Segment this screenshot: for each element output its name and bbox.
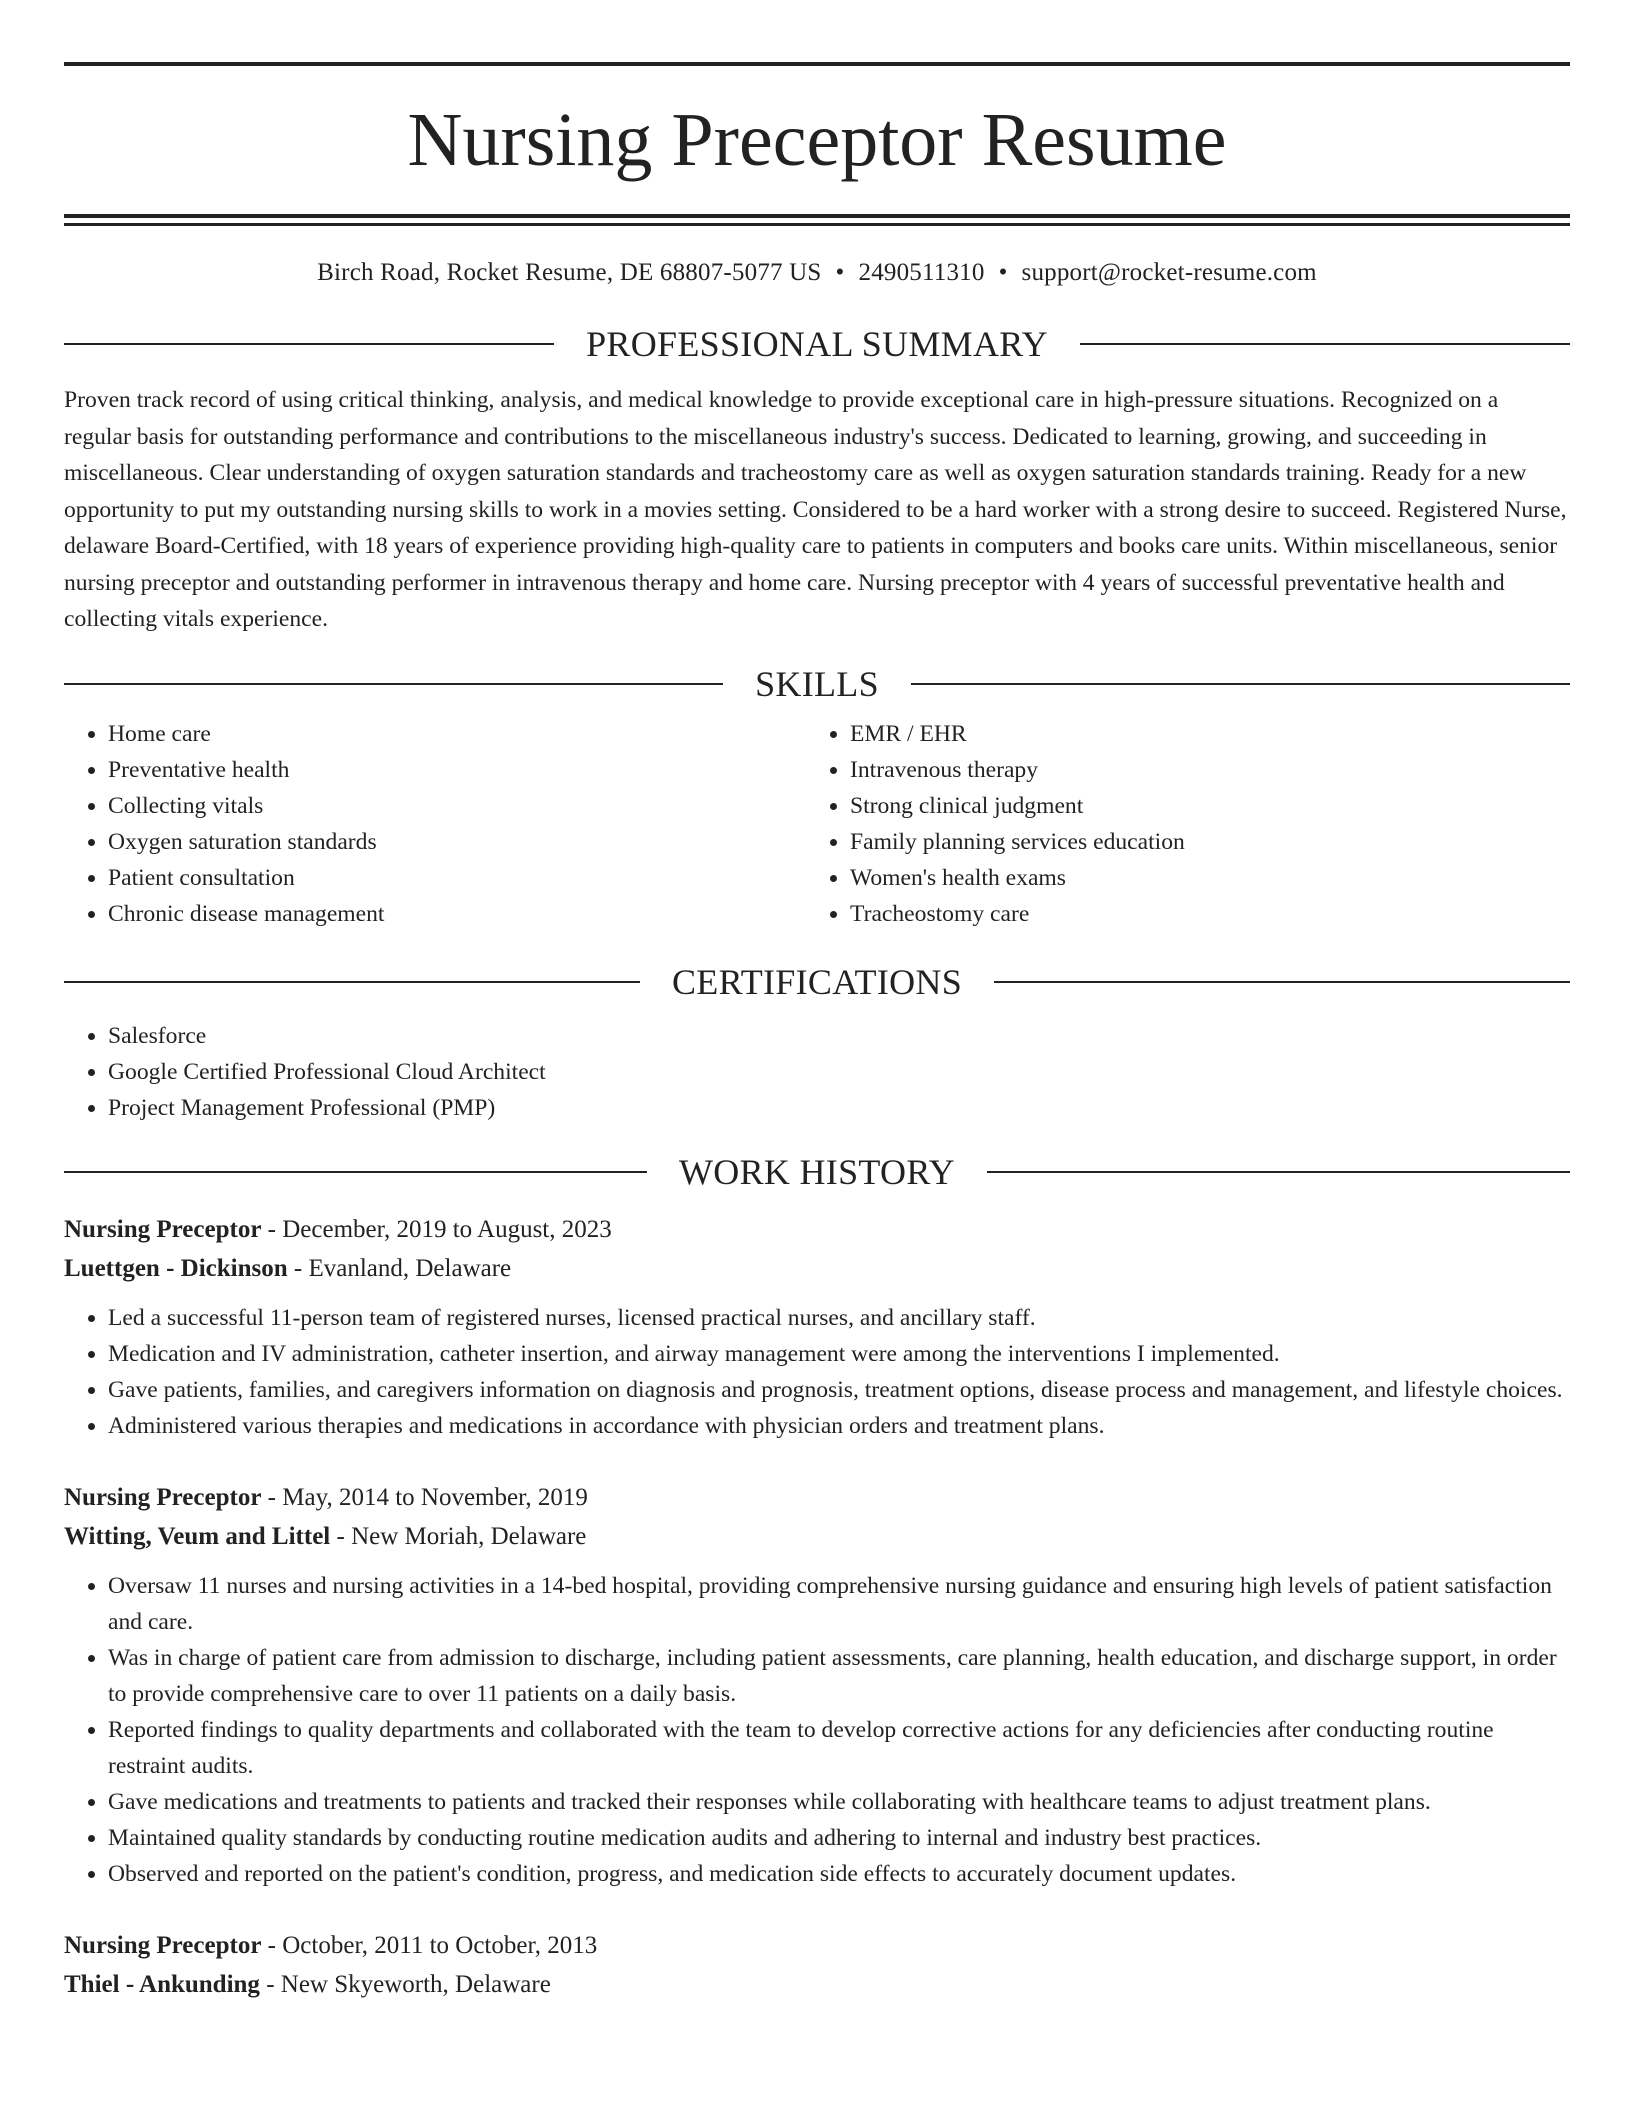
job-location: - New Moriah, Delaware	[330, 1522, 587, 1550]
contact-separator: •	[835, 259, 845, 286]
contact-address: Birch Road, Rocket Resume, DE 68807-5077 US	[317, 259, 822, 286]
skill-item: • Tracheostomy care	[850, 896, 1548, 932]
certifications-heading-label: CERTIFICATIONS	[671, 961, 963, 1002]
certifications-heading	[64, 958, 1570, 1006]
resume-page	[64, 0, 1570, 2004]
skill-item: • Strong clinical judgment	[850, 788, 1548, 824]
job-location: - Evanland, Delaware	[287, 1254, 512, 1282]
skill-item: • Preventative health	[108, 752, 806, 788]
job-title: Nursing Preceptor	[64, 1483, 262, 1511]
job-bullet: • Led a successful 11-person team of registered nurses, licensed practical nurses, and ancillary staff.	[108, 1300, 1570, 1336]
job-employer-line	[64, 1965, 1570, 2004]
top-rule	[64, 62, 1570, 66]
job-entry	[64, 1210, 1570, 1444]
certification-item: • Project Management Professional (PMP)	[108, 1090, 1570, 1126]
skill-item: • Patient consultation	[108, 860, 806, 896]
summary-text: Proven track record of using critical thinking, analysis, and medical knowledge to provide exceptional care in high-pressure situations. Recognized on a regular basis for outstanding performance and contributions to the miscellaneous industry's success. Dedicated to learning, growing, and succeeding in miscellaneous. Clear understanding of oxygen saturation standards and tracheostomy care as well as oxygen saturation standards training. Ready for a new opportunity to put my outstanding nursing skills to work in a movies setting. Considered to be a hard worker with a strong desire to succeed. Registered Nurse, delaware Board-Certified, with 18 years of experience providing high-quality care to patients in computers and books care units. Within miscellaneous, senior nursing preceptor and outstanding performer in intravenous therapy and home care. Nursing preceptor with 4 years of successful preventative health and collecting vitals experience.	[64, 387, 1567, 632]
heading-rule	[64, 1171, 647, 1173]
job-entry	[64, 1926, 1570, 2004]
job-title: Nursing Preceptor	[64, 1931, 262, 1959]
job-employer-line	[64, 1249, 1570, 1288]
summary-heading-label: PROFESSIONAL SUMMARY	[586, 324, 1048, 364]
heading-rule	[994, 981, 1570, 983]
job-bullet: • Gave patients, families, and caregivers information on diagnosis and prognosis, treatment options, disease process and management, and lifestyle choices.	[108, 1372, 1570, 1408]
skill-item: • Oxygen saturation standards	[108, 824, 806, 860]
skills-heading	[64, 660, 1570, 708]
page-title: Nursing Preceptor Resume	[407, 98, 1227, 182]
work-history-heading	[64, 1148, 1570, 1196]
job-dates: - October, 2011 to October, 2013	[261, 1931, 598, 1959]
job-bullet: • Reported findings to quality departments and collaborated with the team to develop corrective actions for any deficiencies after conducting routine restraint audits.	[108, 1712, 1570, 1784]
skill-item: • Chronic disease management	[108, 896, 806, 932]
job-bullet: • Administered various therapies and medications in accordance with physician orders and treatment plans.	[108, 1408, 1570, 1444]
title-double-rule	[64, 214, 1570, 226]
heading-rule	[1080, 343, 1570, 345]
heading-rule	[64, 343, 554, 345]
skills-column-left	[64, 716, 806, 932]
work-history-heading-label: WORK HISTORY	[679, 1151, 955, 1192]
contact-email: support@rocket-resume.com	[1021, 259, 1317, 286]
skill-item: • Collecting vitals	[108, 788, 806, 824]
skill-item: • Intravenous therapy	[850, 752, 1548, 788]
summary-heading	[64, 320, 1570, 368]
skills-column-right	[806, 716, 1548, 932]
skill-item: • Women's health exams	[850, 860, 1548, 896]
job-employer: Luettgen - Dickinson	[64, 1254, 288, 1282]
job-bullet: • Oversaw 11 nurses and nursing activities in a 14-bed hospital, providing comprehensive nursing guidance and ensuring high levels of patient satisfaction and care.	[108, 1568, 1570, 1640]
skills-heading-label: SKILLS	[755, 663, 879, 704]
job-bullet: • Maintained quality standards by conducting routine medication audits and adhering to internal and industry best practices.	[108, 1820, 1570, 1856]
job-dates: - May, 2014 to November, 2019	[261, 1483, 588, 1511]
contact-phone: 2490511310	[858, 259, 985, 286]
job-employer: Witting, Veum and Littel	[64, 1522, 331, 1550]
skill-item: • Home care	[108, 716, 806, 752]
job-bullet: • Observed and reported on the patient's condition, progress, and medication side effects to accurately document updates.	[108, 1856, 1570, 1892]
contact-line	[64, 256, 1570, 290]
certifications-list	[64, 1018, 1570, 1126]
job-employer: Thiel - Ankunding	[64, 1970, 260, 1998]
skill-item: • Family planning services education	[850, 824, 1548, 860]
skill-item: • EMR / EHR	[850, 716, 1548, 752]
job-entry	[64, 1478, 1570, 1892]
job-employer-line	[64, 1517, 1570, 1556]
job-bullet: • Medication and IV administration, catheter insertion, and airway management were among the interventions I implemented.	[108, 1336, 1570, 1372]
certification-item: • Google Certified Professional Cloud Architect	[108, 1054, 1570, 1090]
skills-list	[64, 716, 1570, 932]
job-dates: - December, 2019 to August, 2023	[261, 1215, 612, 1243]
heading-rule	[911, 683, 1570, 685]
job-bullet: • Was in charge of patient care from admission to discharge, including patient assessments, care planning, health education, and discharge support, in order to provide comprehensive care to over 11 patients on a daily basis.	[108, 1640, 1570, 1712]
job-bullet: • Gave medications and treatments to patients and tracked their responses while collaborating with healthcare teams to adjust treatment plans.	[108, 1784, 1570, 1820]
heading-rule	[64, 683, 723, 685]
certification-item: • Salesforce	[108, 1018, 1570, 1054]
job-bullets	[64, 1300, 1570, 1444]
job-title-line	[64, 1210, 1570, 1249]
heading-rule	[64, 981, 640, 983]
job-title-line	[64, 1926, 1570, 1965]
job-bullets	[64, 1568, 1570, 1892]
job-location: - New Skyeworth, Delaware	[259, 1970, 551, 1998]
job-title-line	[64, 1478, 1570, 1517]
contact-separator: •	[998, 259, 1008, 286]
heading-rule	[987, 1171, 1570, 1173]
job-title: Nursing Preceptor	[64, 1215, 262, 1243]
